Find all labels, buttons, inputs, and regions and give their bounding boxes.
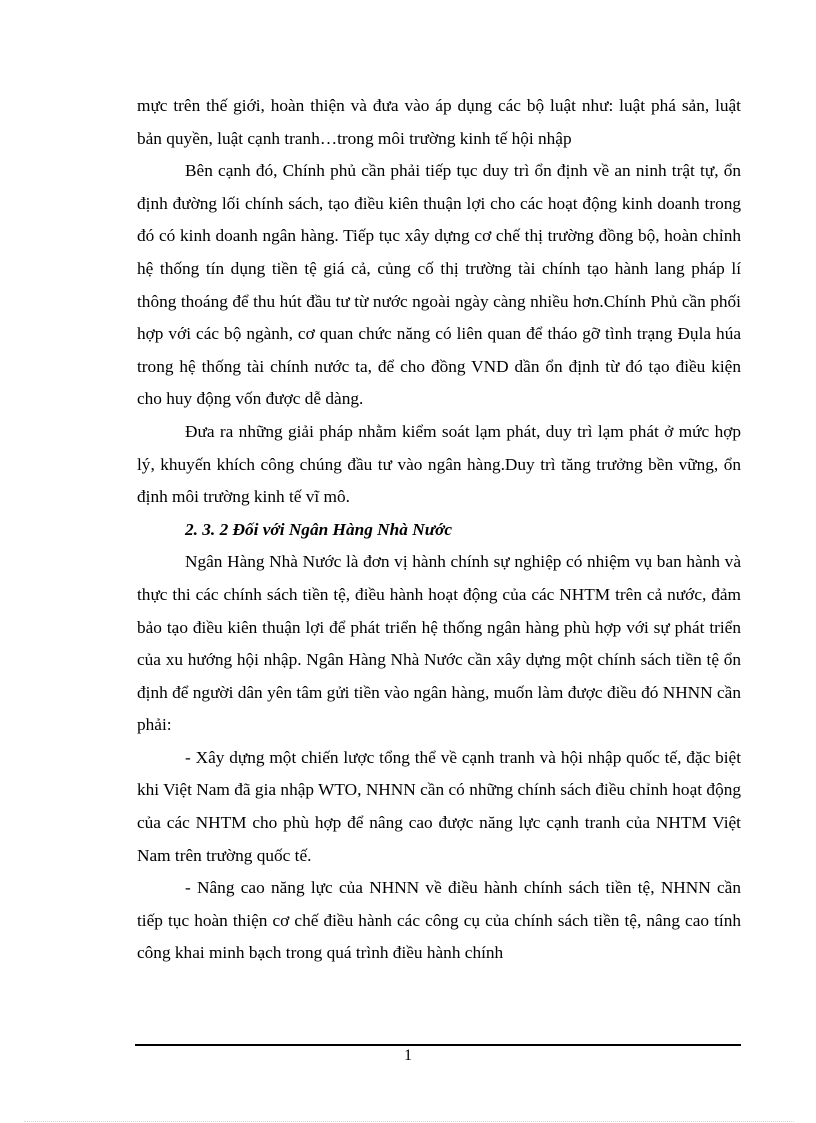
document-body (137, 90, 741, 970)
page-bottom-edge (24, 1121, 794, 1122)
page-number: 1 (404, 1047, 412, 1064)
paragraph-continuation: mực trên thế giới, hoàn thiện và đưa vào áp dụng các bộ luật như: luật phá sản, luật bản quyền, luật cạnh tranh…trong môi trường kinh tế hội nhập (137, 96, 741, 148)
paragraph-government-stability: Bên cạnh đó, Chính phủ cần phải tiếp tục duy trì ổn định về an ninh trật tự, ổn định đường lối chính sách, tạo điều kiên thuận lợi cho các hoạt động kinh doanh trong đó có kinh doanh ngân hàng. Tiếp tục xây dựng cơ chế thị trường đồng bộ, hoàn chỉnh hệ thống tín dụng tiền tệ giá cả, củng cố thị trường tài chính tạo hành lang pháp lí thông thoáng để thu hút đầu tư từ nước ngoài ngày càng nhiều hơn.Chính Phủ cần phối hợp với các bộ ngành, cơ quan chức năng có liên quan để tháo gỡ tình trạng Đụla húa trong hệ thống tài chính nước ta, để cho đồng VND dần ổn định từ đó tạo điều kiện cho huy động vốn được dễ dàng. (137, 161, 741, 409)
paragraph-inflation-control: Đưa ra những giải pháp nhằm kiểm soát lạm phát, duy trì lạm phát ở mức hợp lý, khuyến khích công chúng đầu tư vào ngân hàng.Duy trì tăng trưởng bền vững, ổn định môi trường kinh tế vĩ mô. (137, 421, 741, 507)
paragraph-state-bank-role: Ngân Hàng Nhà Nước là đơn vị hành chính sự nghiệp có nhiệm vụ ban hành và thực thi các chính sách tiền tệ, điều hành hoạt động của các NHTM trên cả nước, đảm bảo tạo điều kiên thuận lợi để phát triển hệ thống ngân hàng phù hợp với sự phát triển của xu hướng hội nhập. Ngân Hàng Nhà Nước cần xây dựng một chính sách tiền tệ ổn định để người dân yên tâm gửi tiền vào ngân hàng, muốn làm được điều đó NHNN cần phải: (137, 552, 741, 735)
paragraph-competition-strategy: - Xây dựng một chiến lược tổng thể về cạnh tranh và hội nhập quốc tế, đặc biệt khi Việt Nam đã gia nhập WTO, NHNN cần có những chính sách điều chỉnh hoạt động của các NHTM cho phù hợp để nâng cao được năng lực cạnh tranh của NHTM Việt Nam trên trường quốc tế. (137, 747, 741, 865)
paragraph-monetary-policy: - Nâng cao năng lực của NHNN về điều hành chính sách tiền tệ, NHNN cần tiếp tục hoàn thiện cơ chế điều hành các công cụ của chính sách tiền tệ, nâng cao tính công khai minh bạch trong quá trình điều hành chính (137, 878, 741, 963)
section-heading: 2. 3. 2 Đối với Ngân Hàng Nhà Nước (185, 519, 453, 539)
